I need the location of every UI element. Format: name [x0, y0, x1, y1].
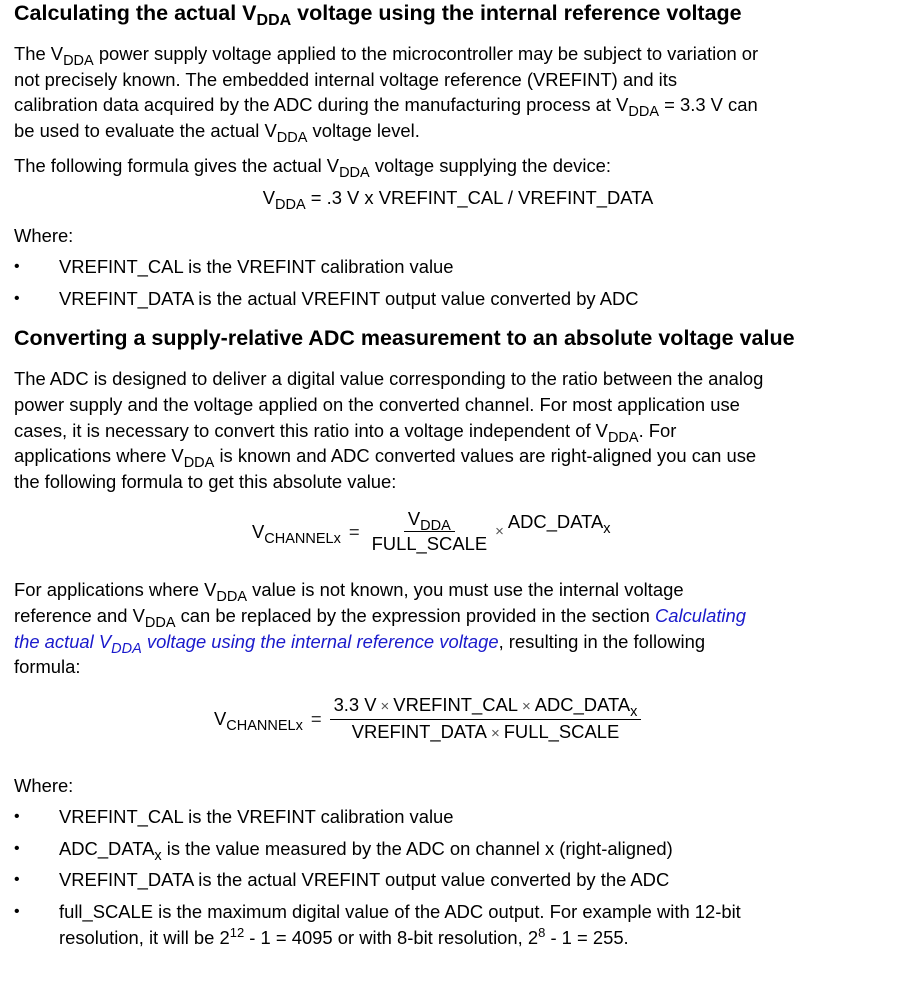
- bullet-icon: •: [14, 871, 20, 889]
- list-item: [14, 867, 894, 893]
- text: reference and V: [14, 604, 145, 626]
- subscript: x: [154, 847, 162, 864]
- text: ADC_DATA: [59, 837, 155, 859]
- text: - 1 = 4095 or with 8-bit resolution, 2: [244, 926, 539, 948]
- text: V: [214, 708, 227, 730]
- subscript: DDA: [420, 518, 451, 535]
- text: is known and ADC converted values are right-aligned you can use: [214, 445, 757, 467]
- text: resolution, it will be 2: [59, 926, 230, 948]
- subscript: DDA: [628, 104, 660, 121]
- times-sign: ×: [490, 724, 500, 742]
- link-text[interactable]: voltage using the internal reference voltage: [141, 630, 499, 652]
- formula-rhs: [507, 510, 611, 537]
- text: formula:: [14, 656, 81, 678]
- formula-lhs: [214, 708, 303, 735]
- text: can be replaced by the expression provided in the section: [175, 604, 655, 626]
- bullet-icon: •: [14, 808, 20, 826]
- bullet-list-definitions-1: [14, 254, 894, 311]
- subscript: DDA: [607, 429, 639, 446]
- subscript: DDA: [216, 589, 248, 606]
- text: VREFINT_DATA: [351, 720, 487, 742]
- list-item: [14, 899, 894, 950]
- text: The V: [14, 43, 64, 64]
- heading-text: voltage using the internal reference voltage: [291, 1, 742, 25]
- subscript: x: [603, 520, 611, 537]
- text: 3.3 V: [333, 693, 377, 715]
- text: not precisely known. The embedded internal voltage reference (VREFINT) and its: [14, 68, 678, 90]
- bullet-icon: •: [14, 258, 20, 276]
- text: voltage level.: [307, 119, 420, 141]
- fraction-denominator: [348, 720, 624, 745]
- text: full_SCALE is the maximum digital value of the ADC output. For example with 12-bit: [59, 901, 741, 923]
- text: value is not known, you must use the internal voltage: [247, 579, 684, 601]
- formula-lhs: V: [262, 186, 276, 208]
- bullet-list-definitions-2: [14, 804, 894, 950]
- paragraph-vdda-intro: [14, 41, 894, 146]
- fraction-denominator: FULL_SCALE: [371, 533, 488, 555]
- text: calibration data acquired by the ADC during the manufacturing process at V: [14, 94, 629, 116]
- list-item: [14, 286, 894, 312]
- text: VREFINT_DATA is the actual VREFINT output value converted by ADC: [59, 287, 639, 309]
- section-heading-vdda-calculation: [14, 0, 894, 27]
- subscript: x: [630, 703, 638, 720]
- formula-rhs: = .3 V x VREFINT_CAL / VREFINT_DATA: [305, 186, 654, 208]
- superscript: 12: [229, 924, 245, 940]
- subscript: DDA: [63, 53, 94, 69]
- paragraph-formula-intro: [14, 153, 894, 182]
- subscript: CHANNELx: [264, 530, 341, 547]
- equals-sign: =: [310, 708, 322, 730]
- text: . For: [638, 419, 677, 441]
- times-sign: ×: [521, 697, 531, 715]
- link-text[interactable]: the actual V: [14, 630, 112, 652]
- text: - 1 = 255.: [545, 926, 629, 948]
- text: power supply voltage applied to the microcontroller may be subject to variation or: [93, 43, 759, 64]
- text: For applications where V: [14, 579, 217, 601]
- formula-vchannel-known-vdda: [14, 508, 894, 555]
- list-item: [14, 804, 894, 830]
- subscript: CHANNELx: [226, 718, 303, 735]
- paragraph-adc-intro: [14, 366, 894, 494]
- text: , resulting in the following: [498, 630, 706, 652]
- equals-sign: =: [348, 520, 360, 542]
- link-subscript[interactable]: DDA: [111, 640, 142, 657]
- text: be used to evaluate the actual V: [14, 119, 277, 141]
- bullet-icon: •: [14, 903, 20, 921]
- fraction: [330, 694, 642, 745]
- text: cases, it is necessary to convert this ratio into a voltage independent of V: [14, 419, 608, 441]
- text: is the value measured by the ADC on channel x (right-aligned): [161, 837, 673, 859]
- text: VREFINT_CAL is the VREFINT calibration value: [59, 806, 454, 828]
- text: the following formula to get this absolute value:: [14, 470, 397, 492]
- fraction: [368, 508, 492, 555]
- link-text[interactable]: Calculating: [654, 604, 746, 626]
- list-item: [14, 254, 894, 280]
- heading-text: Calculating the actual V: [14, 1, 257, 25]
- subscript: DDA: [183, 455, 215, 472]
- superscript: 8: [538, 924, 546, 940]
- text: voltage supplying the device:: [369, 155, 611, 177]
- fraction-numerator: [404, 508, 455, 535]
- formula-lhs: [252, 520, 341, 547]
- text: FULL_SCALE: [503, 720, 620, 742]
- text: = 3.3 V can: [659, 94, 758, 116]
- text: The following formula gives the actual V: [14, 155, 340, 177]
- formula-vchannel-vrefint: [14, 694, 894, 745]
- subscript: DDA: [144, 614, 176, 631]
- text: VREFINT_DATA is the actual VREFINT output value converted by the ADC: [59, 869, 670, 891]
- bullet-icon: •: [14, 839, 20, 857]
- text: V: [252, 520, 265, 542]
- paragraph-unknown-vdda: [14, 577, 894, 679]
- text: VREFINT_CAL: [393, 693, 518, 715]
- heading-subscript: DDA: [256, 12, 292, 29]
- subscript: DDA: [275, 196, 306, 213]
- text: ADC_DATA: [507, 510, 604, 532]
- subscript: DDA: [339, 165, 370, 182]
- text: V: [407, 508, 421, 530]
- text: power supply and the voltage applied on the converted channel. For most application use: [14, 393, 740, 415]
- text: The ADC is designed to deliver a digital value corresponding to the ratio between the analog: [14, 368, 764, 390]
- where-label: Where:: [14, 224, 74, 246]
- subscript: DDA: [276, 129, 308, 146]
- document-page: [14, 0, 894, 950]
- times-sign: ×: [380, 697, 390, 715]
- text: applications where V: [14, 445, 184, 467]
- text: ADC_DATA: [534, 693, 631, 715]
- section-heading-absolute-voltage: Converting a supply-relative ADC measurement to an absolute voltage value: [14, 326, 795, 351]
- fraction-numerator: [330, 694, 642, 720]
- where-label: Where:: [14, 774, 74, 796]
- bullet-icon: •: [14, 289, 20, 307]
- list-item: [14, 836, 894, 862]
- text: VREFINT_CAL is the VREFINT calibration value: [59, 256, 454, 278]
- formula-vdda: [14, 185, 894, 211]
- times-sign: ×: [495, 523, 504, 541]
